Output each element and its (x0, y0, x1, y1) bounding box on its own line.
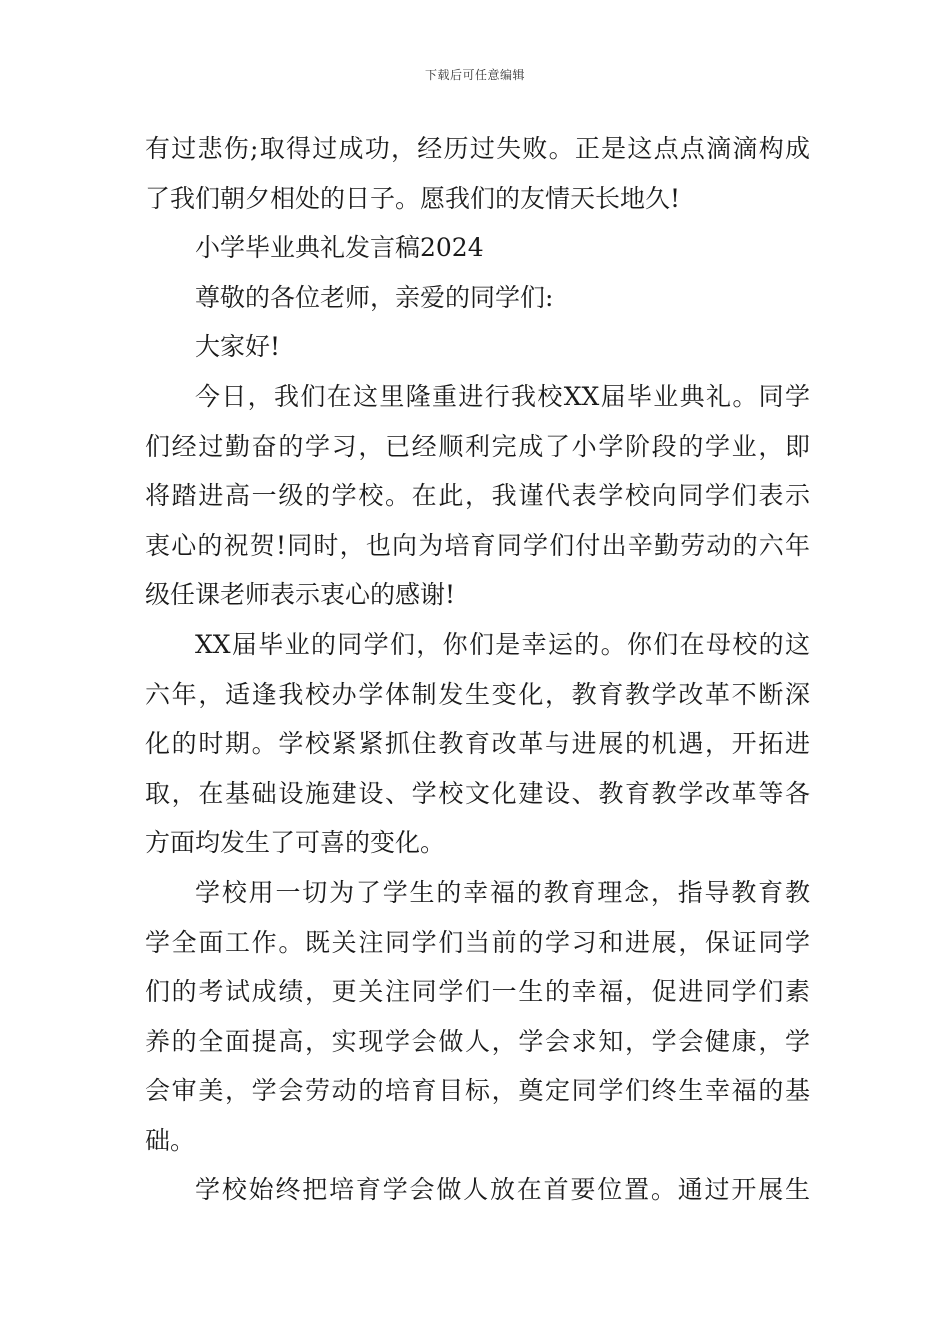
text-line: 取，在基础设施建设、学校文化建设、教育教学改革等各 (145, 778, 810, 808)
text-line: 大家好! (195, 332, 281, 362)
text-line: 尊敬的各位老师，亲爱的同学们: (195, 282, 554, 312)
text-line: 学校始终把培育学会做人放在首要位置。通过开展生 (195, 1175, 810, 1205)
text-line: 衷心的祝贺!同时，也向为培育同学们付出辛勤劳动的六年 (145, 530, 810, 560)
text-line: 养的全面提高，实现学会做人，学会求知，学会健康，学 (145, 1026, 810, 1056)
text-line: 六年，适逢我校办学体制发生变化，教育教学改革不断深 (145, 679, 810, 709)
text-line: 了我们朝夕相处的日子。愿我们的友情天长地久! (145, 183, 681, 213)
text-line: 学校用一切为了学生的幸福的教育理念，指导教育教 (195, 877, 810, 907)
text-line: 方面均发生了可喜的变化。 (145, 828, 446, 858)
text-line: 们经过勤奋的学习，已经顺利完成了小学阶段的学业，即 (145, 431, 810, 461)
document-body (145, 124, 810, 1215)
text-line: 们的考试成绩，更关注同学们一生的幸福，促进同学们素 (145, 977, 810, 1007)
text-line: 将踏进高一级的学校。在此，我谨代表学校向同学们表示 (145, 481, 810, 511)
text-line: 化的时期。学校紧紧抓住教育改革与进展的机遇，开拓进 (145, 729, 810, 759)
text-line: XX届毕业的同学们，你们是幸运的。你们在母校的这 (195, 629, 810, 659)
text-line: 会审美，学会劳动的培育目标，奠定同学们终生幸福的基 (145, 1076, 810, 1106)
text-line: 础。 (145, 1125, 196, 1155)
text-line: 级任课老师表示衷心的感谢! (145, 580, 456, 610)
text-line: 有过悲伤;取得过成功，经历过失败。正是这点点滴滴构成 (145, 134, 810, 163)
text-line: 学全面工作。既关注同学们当前的学习和进展，保证同学 (145, 927, 810, 957)
page-header: 下载后可任意编辑 (424, 68, 525, 82)
text-line: 今日，我们在这里隆重进行我校XX届毕业典礼。同学 (195, 381, 810, 411)
text-line: 小学毕业典礼发言稿2024 (195, 233, 484, 263)
